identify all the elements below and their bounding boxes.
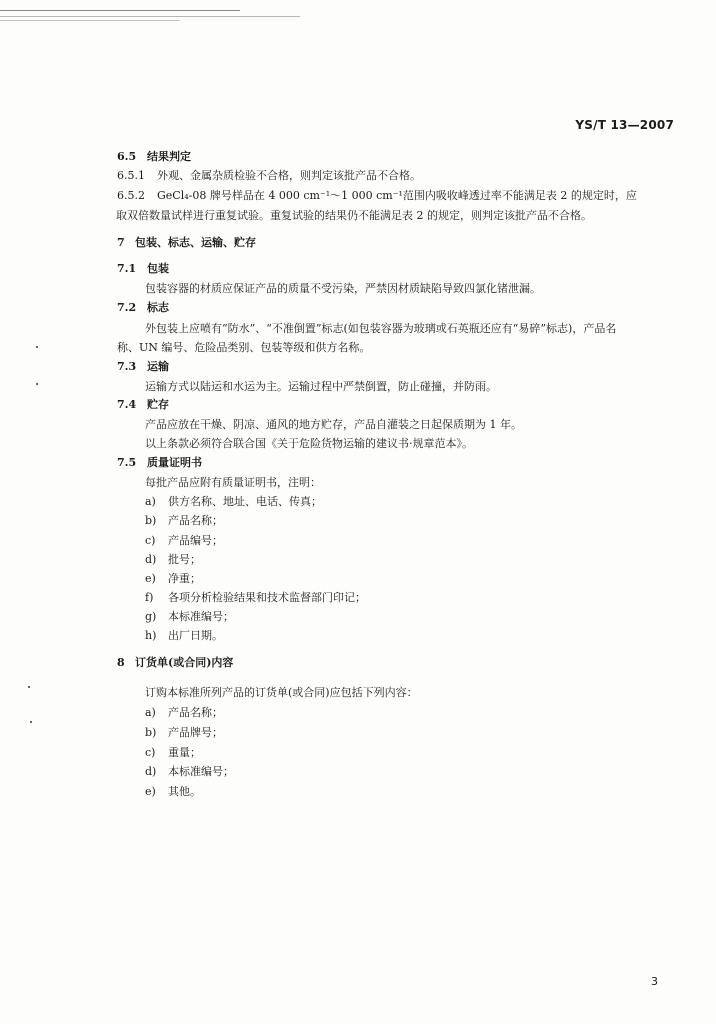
list-item: a) 供方名称、地址、电话、传真；	[145, 495, 322, 508]
section-8-intro: 订购本标准所列产品的订货单(或合同)应包括下列内容：	[145, 686, 418, 699]
list-item: c) 重量；	[145, 746, 201, 759]
scan-artifact-line	[0, 16, 300, 17]
section-7-1-heading: 7.1 包装	[117, 262, 169, 275]
list-item: b) 产品牌号；	[145, 726, 223, 739]
scan-artifact-line	[0, 20, 180, 21]
list-item: e) 其他。	[145, 785, 201, 798]
section-7-3-text: 运输方式以陆运和水运为主。运输过程中严禁倒置，防止碰撞，并防雨。	[145, 380, 497, 393]
list-item: g) 本标准编号；	[145, 610, 234, 623]
section-7-4-line1: 产品应放在干燥、阴凉、通风的地方贮存，产品自灌装之日起保质期为 1 年。	[145, 418, 522, 431]
list-item: f) 各项分析检验结果和技术监督部门印记；	[145, 591, 366, 604]
section-8-heading: 8 订货单(或合同)内容	[117, 656, 234, 669]
section-7-5-heading: 7.5 质量证明书	[117, 456, 202, 469]
section-7-1-text: 包装容器的材质应保证产品的质量不受污染，严禁因材质缺陷导致四氯化锗泄漏。	[145, 282, 541, 295]
list-item: d) 本标准编号；	[145, 765, 234, 778]
section-7-5-intro: 每批产品应附有质量证明书，注明：	[145, 476, 321, 489]
section-7-heading: 7 包装、标志、运输、贮存	[117, 236, 256, 249]
list-item: e) 净重；	[145, 572, 201, 585]
scan-speck	[30, 721, 32, 723]
section-7-4-heading: 7.4 贮存	[117, 398, 169, 411]
section-6-5-heading: 6.5 结果判定	[117, 150, 191, 163]
list-item: a) 产品名称；	[145, 706, 223, 719]
scan-artifact-line	[0, 10, 240, 11]
clause-6-5-2-line2: 取双倍数量试样进行重复试验。重复试验的结果仍不能满足表 2 的规定，则判定该批产品不合格。	[116, 209, 592, 222]
section-7-2-heading: 7.2 标志	[117, 301, 169, 314]
clause-6-5-1: 6.5.1 外观、金属杂质检验不合格，则判定该批产品不合格。	[117, 169, 421, 182]
list-item: b) 产品名称；	[145, 514, 223, 527]
list-item: c) 产品编号；	[145, 534, 223, 547]
clause-6-5-2-line1: 6.5.2 GeCl₄-08 牌号样品在 4 000 cm⁻¹～1 000 cm⁻¹范围内吸收峰透过率不能满足表 2 的规定时，应	[117, 189, 637, 202]
section-7-2-line2: 称、UN 编号、危险品类别、包装等级和供方名称。	[117, 341, 371, 354]
list-item: d) 批号；	[145, 553, 201, 566]
list-item: h) 出厂日期。	[145, 629, 223, 642]
section-7-3-heading: 7.3 运输	[117, 360, 169, 373]
scan-speck	[36, 346, 38, 348]
scan-speck	[28, 686, 30, 688]
section-7-2-line1: 外包装上应喷有“防水”、“不准倒置”标志(如包装容器为玻璃或石英瓶还应有“易碎”标志)，产品名	[145, 322, 617, 335]
section-7-4-line2: 以上条款必须符合联合国《关于危险货物运输的建议书·规章范本》。	[145, 437, 473, 450]
page-number: 3	[651, 975, 658, 988]
scan-speck	[36, 383, 38, 385]
standard-code: YS/T 13—2007	[575, 118, 674, 132]
